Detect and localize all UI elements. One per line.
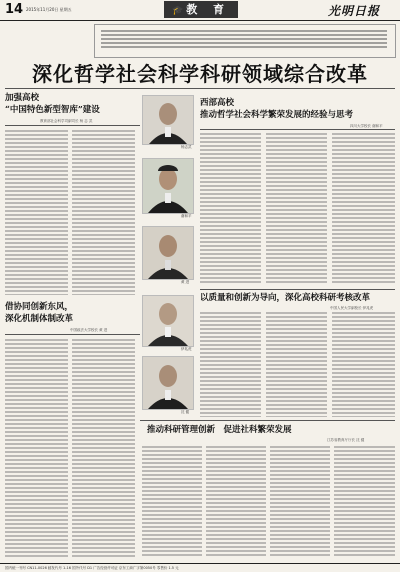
article-2-column-2	[266, 133, 327, 285]
headline-rule	[5, 88, 395, 89]
article-5-byline: 江苏省教育厅厅长 沈 健	[327, 438, 365, 442]
article-5-top-rule	[140, 420, 395, 421]
issue-date: 2015年11月20日 星期五	[26, 7, 72, 12]
article-3-rule	[5, 334, 140, 335]
article-2-byline: 四川大学校长 谢和平	[350, 124, 383, 128]
main-headline: 深化哲学社会科学科研领域综合改革	[32, 62, 368, 86]
article-1-byline: 教育部社会科学司副司长 杨 志 武	[40, 119, 93, 123]
article-5-column-3	[270, 446, 330, 558]
page-number: 14	[5, 2, 24, 17]
page-footer: 国内统一刊号 CN11-0026 邮发代号 1-16 国外代号 D1 广告经营许可证 京东工商广字第0050号 零售价 1.5 元	[0, 563, 400, 572]
article-5-column-2	[206, 446, 266, 558]
portrait-photo-1	[142, 95, 194, 145]
photo-caption-2: 谢和平	[181, 214, 192, 218]
article-3-column-1	[5, 339, 68, 559]
photo-caption-3: 黄 进	[181, 280, 190, 284]
article-3-title-line2: 深化机制体制改革	[5, 314, 74, 324]
article-5-title: 推动科研管理创新 促进社科繁荣发展	[147, 425, 292, 435]
article-1-title-line2: “中国特色新型智库”建设	[5, 105, 100, 115]
photo-caption-1: 杨志武	[181, 145, 192, 149]
article-3-column-2	[72, 339, 135, 559]
portrait-photo-3	[142, 226, 194, 280]
article-1-rule	[5, 125, 140, 126]
article-4-column-3	[332, 312, 395, 417]
photo-caption-4: 伊兆虎	[181, 347, 192, 351]
section-title: 教 育	[186, 3, 231, 16]
article-2-column-3	[332, 133, 395, 285]
article-2-rule	[200, 129, 395, 130]
article-5-column-4	[334, 446, 395, 558]
page-header	[0, 0, 400, 21]
article-1-column-1	[5, 130, 68, 295]
article-3-title-line1: 借协同创新东风，	[5, 302, 74, 312]
article-4-title: 以质量和创新为导向，深化高校科研考核改革	[200, 293, 371, 303]
article-3-byline: 中国政法大学校长 黄 进	[70, 328, 108, 332]
portrait-photo-4	[142, 295, 194, 347]
article-4-column-2	[266, 312, 327, 417]
section-banner	[164, 1, 238, 18]
article-2-column-1	[200, 133, 261, 285]
portrait-photo-5	[142, 356, 194, 410]
article-4-top-rule	[200, 289, 395, 290]
editor-note-box	[94, 24, 396, 58]
article-5-column-1	[142, 446, 202, 558]
graduation-cap-icon: 🎓	[171, 6, 184, 16]
photo-caption-5: 沈 健	[181, 410, 190, 414]
article-4-column-1	[200, 312, 261, 417]
article-2-title-line1: 西部高校	[200, 98, 235, 108]
portrait-photo-2	[142, 158, 194, 214]
article-1-title-line1: 加强高校	[5, 93, 40, 103]
article-1-column-2	[72, 130, 135, 295]
article-2-title-line2: 推动哲学社会科学繁荣发展的经验与思考	[200, 110, 354, 120]
editor-note-text	[101, 30, 387, 50]
article-4-byline: 中国人民大学副校长 伊兆虎	[330, 306, 374, 310]
newspaper-logo: 光明日报	[328, 4, 381, 18]
